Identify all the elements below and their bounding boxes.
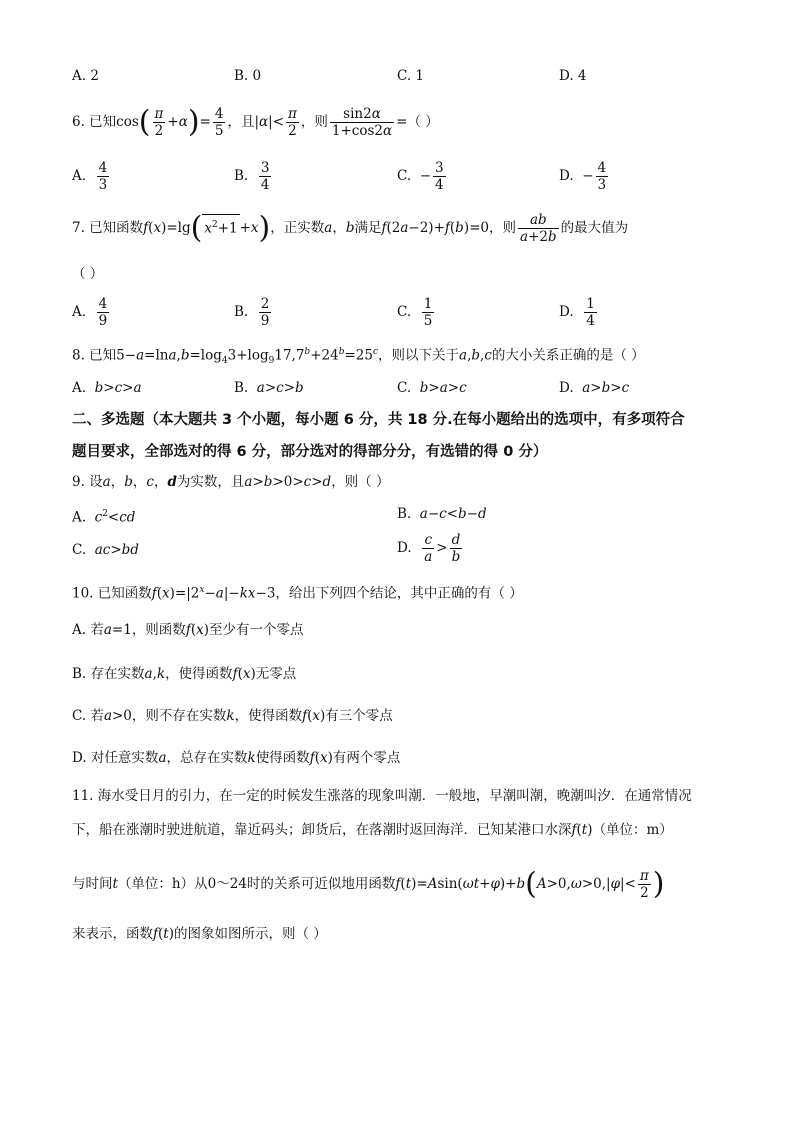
question-9-stem: 9. 设a，b，c，d为实数，且a>b>0>c>d，则（ ） [72,474,390,490]
q5-option-b: B. 0 [234,68,262,84]
q10-option-d: D. 对任意实数a，总存在实数k使得函数f(x)有两个零点 [72,750,401,766]
q8-option-c: C. b>a>c [397,380,467,396]
question-11-line3: 与时间t（单位：h）从0～24时的关系可近似地用函数f(t)=Asin(ωt+φ)+b(A>0,ω>0,|φ|< $\frac{\pi}{2}$ ) [72,866,665,902]
q10-option-c: C. 若a>0，则不存在实数k，使得函数f(x)有三个零点 [72,708,393,724]
question-10-stem: 10. 已知函数$f(x)=|2^x-a|-kx-3$，给出下列四个结论，其中正确的有（ ） [72,585,523,602]
question-7-paren: （ ） [72,266,104,282]
q9-option-b: B. a−c<b−d [397,506,487,522]
q6-option-a: A. $\frac{4}{3}$ [72,160,108,193]
question-11-line1: 11. 海水受日月的引力，在一定的时候发生涨落的现象叫潮．一般地，早潮叫潮，晚潮叫汐．在通常情况 [72,788,692,804]
question-11-line2: 下，船在涨潮时驶进航道，靠近码头；卸货后，在落潮时返回海洋．已知某港口水深f(t)（单位：m） [72,822,673,838]
q5-option-c: C. 1 [397,68,425,84]
q6-option-c: C. − $\frac{3}{4}$ [397,160,444,193]
q7-option-a: A. $\frac{4}{9}$ [72,296,108,329]
q7-option-c: C. $\frac{1}{5}$ [397,296,433,329]
q10-option-b: B. 存在实数a,k，使得函数f(x)无零点 [72,666,297,682]
question-7-stem: 7. 已知函数f(x)=lg( $x^2+1 +x$)，正实数a，b满足f(2a−2)+f(b)=0，则 $\frac{ab}{a+2b}$ 的最大值为 [72,210,629,246]
q7-option-b: B. $\frac{2}{9}$ [234,296,270,329]
q9-option-a: A. $c^2<cd$ [72,509,136,526]
q9-option-c: C. ac>bd [72,542,139,558]
section-2-heading-line2: 题目要求，全部选对的得 6 分，部分选对的得部分分，有选错的得 0 分） [72,444,548,460]
q8-option-d: D. a>b>c [559,380,630,396]
q6-option-d: D. − $\frac{4}{3}$ [559,160,607,193]
q8-option-b: B. a>c>b [234,380,304,396]
q9-option-d: D. $\frac{c}{a}$ > $\frac{d}{b}$ [397,532,461,565]
q8-option-a: A. b>c>a [72,380,142,396]
section-2-heading-line1: 二、多选题（本大题共 3 个小题，每小题 6 分，共 18 分.在每小题给出的选项中，有多项符合 [72,412,685,428]
question-11-line4: 来表示，函数f(t)的图象如图所示，则（ ） [72,926,327,942]
q10-option-a: A. 若a=1，则函数f(x)至少有一个零点 [72,622,304,638]
q5-option-d: D. 4 [559,68,587,84]
question-6-stem: 6. 已知cos( $\frac{\pi}{2}$ +α)= $\frac{4}{5}$ ，且|α|< $\frac{\pi}{2}$ ，则 $\frac{\sin 2\alpha}{1+\cos 2\alpha}$ =（ ） [72,104,439,140]
q6-option-b: B. $\frac{3}{4}$ [234,160,270,193]
question-8-stem: 8. 已知$5-a=\ln a,b=\log_43+\log_917,7^b+24^b=25^c$，则以下关于a,b,c的大小关系正确的是（ ） [72,347,645,367]
q7-option-d: D. $\frac{1}{4}$ [559,296,595,329]
q5-option-a: A. 2 [72,68,99,84]
